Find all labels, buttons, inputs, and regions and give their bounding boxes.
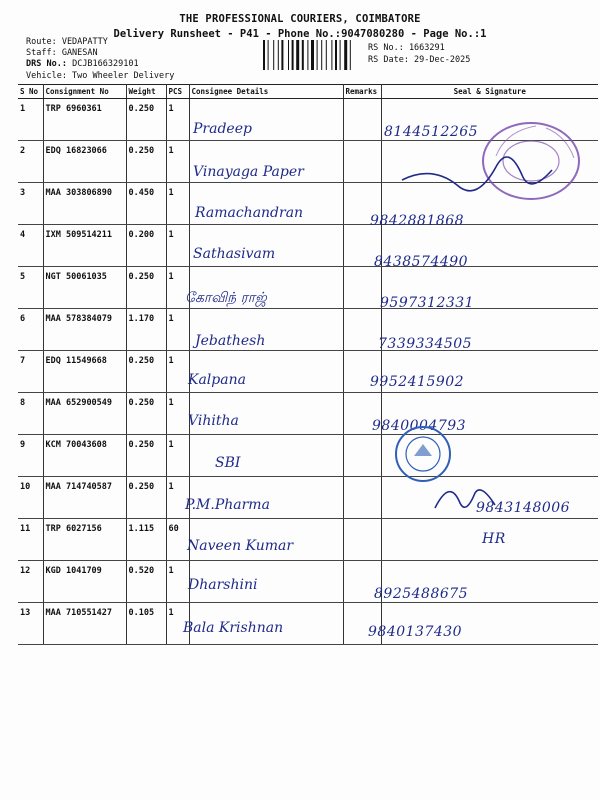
sno-cell: 13 [18, 603, 43, 645]
sno-cell: 10 [18, 477, 43, 519]
consignment-no-cell: MAA 578384079 [43, 309, 126, 351]
handwritten-consignee-name: Jebathesh [195, 333, 266, 349]
table-row [18, 141, 598, 183]
pcs-cell: 1 [166, 225, 189, 267]
pcs-cell: 1 [166, 477, 189, 519]
handwritten-consignee-name: Dharshini [188, 577, 258, 593]
signature-cell [381, 519, 598, 561]
signature-cell [381, 477, 598, 519]
signature-cell [381, 435, 598, 477]
sno-cell: 12 [18, 561, 43, 603]
drs-number [26, 59, 139, 69]
handwritten-consignee-name: Naveen Kumar [187, 538, 294, 554]
signature-cell [381, 603, 598, 645]
handwritten-phone-number: 9840004793 [372, 418, 467, 434]
remarks-cell [343, 519, 381, 561]
handwritten-consignee-name: Sathasivam [193, 246, 276, 262]
weight-cell: 1.115 [126, 519, 166, 561]
consignment-no-cell: MAA 714740587 [43, 477, 126, 519]
consignee-cell [189, 309, 343, 351]
sno-cell: 1 [18, 99, 43, 141]
consignment-no-cell: IXM 509514211 [43, 225, 126, 267]
remarks-cell [343, 309, 381, 351]
header-remarks: Remarks [343, 85, 381, 99]
sno-cell: 2 [18, 141, 43, 183]
consignee-cell [189, 267, 343, 309]
handwritten-consignee-name: Vihitha [188, 413, 239, 429]
sno-cell: 4 [18, 225, 43, 267]
table-row [18, 561, 598, 603]
consignee-cell [189, 519, 343, 561]
vehicle-label: Vehicle: Two Wheeler Delivery [26, 71, 175, 81]
signature-cell [381, 183, 598, 225]
weight-cell: 0.250 [126, 393, 166, 435]
handwritten-consignee-name: Bala Krishnan [183, 620, 284, 636]
weight-cell: 0.520 [126, 561, 166, 603]
consignee-cell [189, 561, 343, 603]
remarks-cell [343, 477, 381, 519]
consignment-no-cell: EDQ 11549668 [43, 351, 126, 393]
handwritten-phone-number: 9952415902 [370, 374, 465, 390]
weight-cell: 0.250 [126, 267, 166, 309]
handwritten-phone-number: 8925488675 [374, 586, 469, 602]
handwritten-phone-number: 9840137430 [368, 624, 463, 640]
sno-cell: 7 [18, 351, 43, 393]
signature-cell [381, 141, 598, 183]
consignment-no-cell: MAA 710551427 [43, 603, 126, 645]
handwritten-consignee-name: Pradeep [193, 121, 252, 137]
pcs-cell: 60 [166, 519, 189, 561]
signature-cell [381, 99, 598, 141]
consignment-no-cell: KGD 1041709 [43, 561, 126, 603]
barcode-image [262, 40, 364, 70]
sno-cell: 5 [18, 267, 43, 309]
consignee-cell [189, 183, 343, 225]
signature-cell [381, 267, 598, 309]
consignment-no-cell: TRP 6027156 [43, 519, 126, 561]
handwritten-phone-number: 9597312331 [380, 295, 475, 311]
remarks-cell [343, 351, 381, 393]
table-row [18, 435, 598, 477]
consignee-cell [189, 141, 343, 183]
pcs-cell: 1 [166, 183, 189, 225]
handwritten-consignee-name: P.M.Pharma [185, 497, 270, 513]
signature-cell [381, 393, 598, 435]
weight-cell: 0.450 [126, 183, 166, 225]
sno-cell: 11 [18, 519, 43, 561]
weight-cell: 0.250 [126, 351, 166, 393]
table-row [18, 183, 598, 225]
table-row [18, 225, 598, 267]
weight-cell: 0.200 [126, 225, 166, 267]
weight-cell: 0.105 [126, 603, 166, 645]
drs-number-label: DRS No.: [26, 59, 67, 69]
consignment-no-cell: KCM 70043608 [43, 435, 126, 477]
consignment-no-cell: TRP 6960361 [43, 99, 126, 141]
pcs-cell: 1 [166, 309, 189, 351]
consignment-no-cell: EDQ 16823066 [43, 141, 126, 183]
remarks-cell [343, 561, 381, 603]
handwritten-phone-number: HR [482, 531, 506, 547]
handwritten-consignee-name: Ramachandran [195, 205, 304, 221]
consignment-no-cell: MAA 303806890 [43, 183, 126, 225]
consignee-cell [189, 435, 343, 477]
sno-cell: 3 [18, 183, 43, 225]
table-row [18, 519, 598, 561]
header-weight: Weight [126, 85, 166, 99]
handwritten-phone-number: 8144512265 [384, 124, 479, 140]
handwritten-consignee-name: Kalpana [188, 372, 246, 388]
remarks-cell [343, 141, 381, 183]
consignee-cell [189, 477, 343, 519]
pcs-cell: 1 [166, 267, 189, 309]
header-sno: S No [18, 85, 43, 99]
table-row [18, 393, 598, 435]
header-pcs: PCS [166, 85, 189, 99]
consignee-cell [189, 393, 343, 435]
rs-date: RS Date: 29-Dec-2025 [368, 55, 471, 65]
staff-label: Staff: GANESAN [26, 48, 98, 58]
consignee-cell [189, 99, 343, 141]
document-subtitle: Delivery Runsheet - P41 - Phone No.:9047080280 - Page No.:1 [113, 28, 487, 40]
consignee-cell [189, 603, 343, 645]
table-row [18, 477, 598, 519]
signature-cell [381, 351, 598, 393]
pcs-cell: 1 [166, 603, 189, 645]
document-title: THE PROFESSIONAL COURIERS, COIMBATORE [179, 13, 421, 25]
sno-cell: 6 [18, 309, 43, 351]
handwritten-consignee-name: Vinayaga Paper [193, 164, 304, 180]
signature-cell [381, 225, 598, 267]
pcs-cell: 1 [166, 351, 189, 393]
signature-cell [381, 561, 598, 603]
pcs-cell: 1 [166, 435, 189, 477]
handwritten-consignee-name: SBI [215, 455, 241, 471]
weight-cell: 0.250 [126, 477, 166, 519]
handwritten-phone-number: 9842881868 [370, 213, 465, 229]
table-row [18, 309, 598, 351]
pcs-cell: 1 [166, 141, 189, 183]
weight-cell: 0.250 [126, 99, 166, 141]
drs-number-value: DCJB166329101 [72, 59, 139, 69]
consignment-no-cell: MAA 652900549 [43, 393, 126, 435]
handwritten-phone-number: 7339334505 [378, 336, 473, 352]
rs-number: RS No.: 1663291 [368, 43, 445, 53]
remarks-cell [343, 435, 381, 477]
remarks-cell [343, 393, 381, 435]
sno-cell: 9 [18, 435, 43, 477]
header-consignee-details: Consignee Details [189, 85, 343, 99]
remarks-cell [343, 99, 381, 141]
signature-cell [381, 309, 598, 351]
remarks-cell [343, 603, 381, 645]
handwritten-phone-number: 8438574490 [374, 254, 469, 270]
route-label: Route: VEDAPATTY [26, 37, 108, 47]
remarks-cell [343, 183, 381, 225]
table-row [18, 603, 598, 645]
table-row [18, 267, 598, 309]
handwritten-consignee-name: கோவிந் ராஜ் [185, 290, 267, 306]
handwritten-phone-number: 9843148006 [476, 500, 571, 516]
weight-cell: 0.250 [126, 435, 166, 477]
consignee-cell [189, 225, 343, 267]
sno-cell: 8 [18, 393, 43, 435]
weight-cell: 0.250 [126, 141, 166, 183]
table-header-row [18, 85, 598, 99]
consignee-cell [189, 351, 343, 393]
pcs-cell: 1 [166, 561, 189, 603]
remarks-cell [343, 225, 381, 267]
pcs-cell: 1 [166, 99, 189, 141]
table-row [18, 99, 598, 141]
header-consignment-no: Consignment No [43, 85, 126, 99]
remarks-cell [343, 267, 381, 309]
consignment-no-cell: NGT 50061035 [43, 267, 126, 309]
header-seal-signature: Seal & Signature [381, 85, 598, 99]
pcs-cell: 1 [166, 393, 189, 435]
weight-cell: 1.170 [126, 309, 166, 351]
table-row [18, 351, 598, 393]
runsheet-table [18, 84, 598, 645]
